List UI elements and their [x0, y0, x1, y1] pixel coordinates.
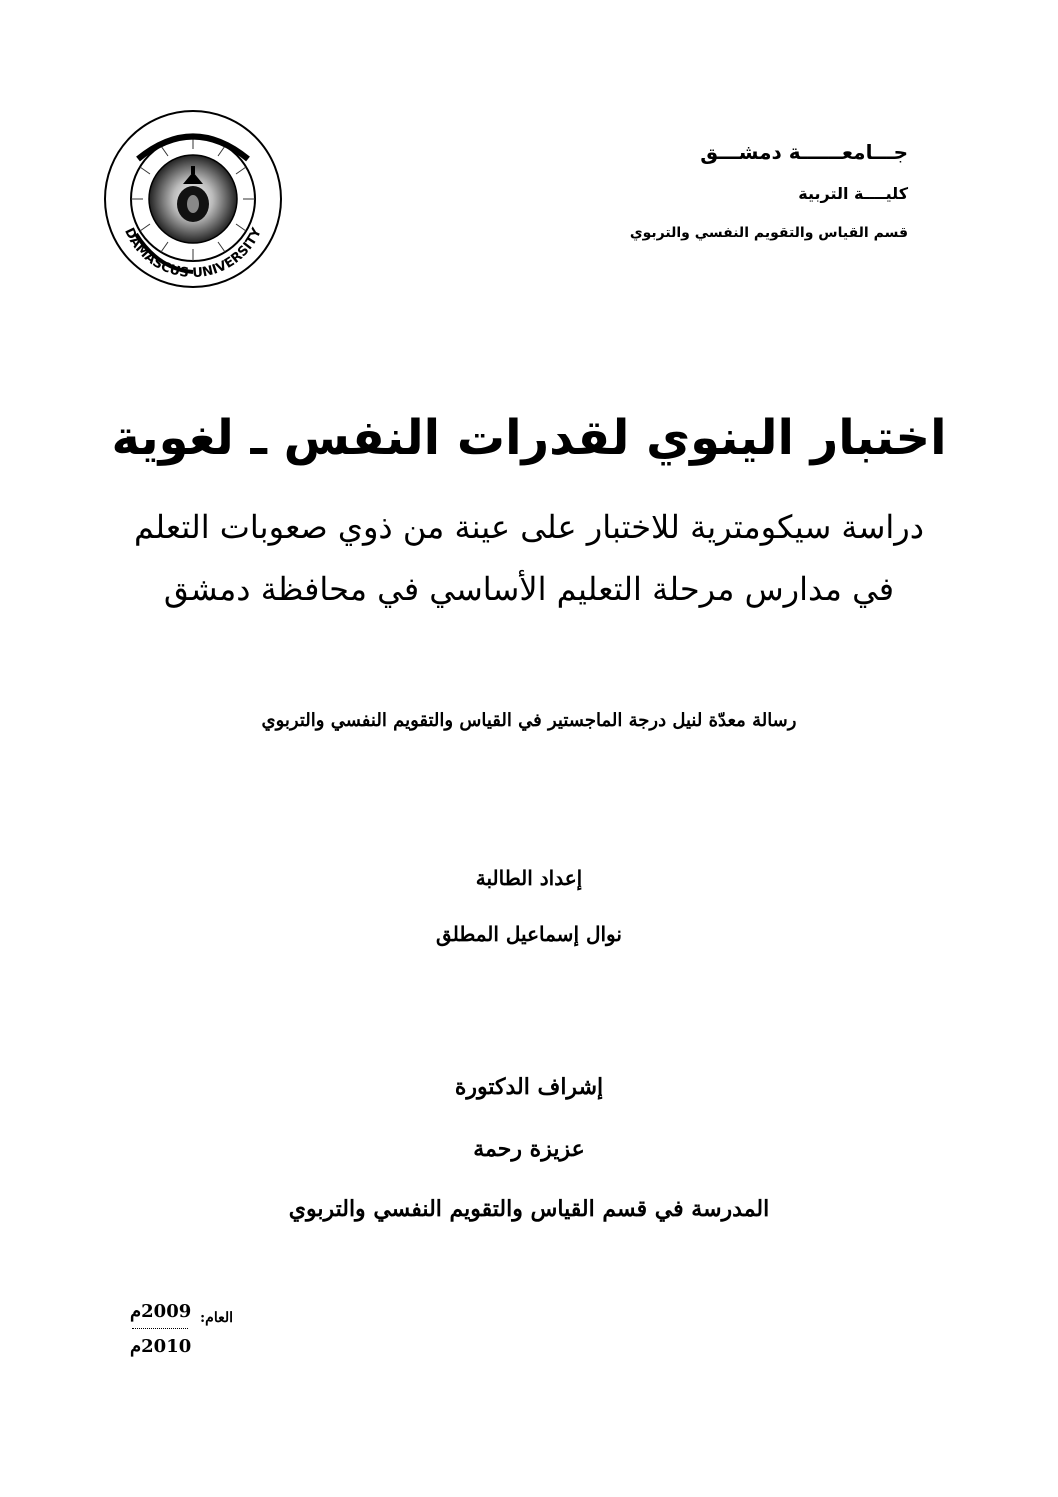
supervisor-role: المدرسة في قسم القياس والتقويم النفسي والتربوي	[288, 1196, 770, 1222]
university-seal-logo	[98, 104, 288, 294]
university-name: جـــامعــــــة دمشـــق	[700, 140, 908, 164]
thesis-title: اختبار الينوي لقدرات النفس ـ لغوية	[111, 410, 947, 466]
student-name: نوال إسماعيل المطلق	[436, 922, 622, 946]
department-name: قسم القياس والتقويم النفسي والتربوي	[629, 225, 908, 241]
year-start: 2009م	[130, 1301, 192, 1322]
thesis-statement: رسالة معدّة لنيل درجة الماجستير في القياس والتقويم النفسي والتربوي	[261, 710, 797, 731]
svg-text:DAMASCUS UNIVERSITY: DAMASCUS UNIVERSITY	[121, 225, 265, 282]
prepared-by-label: إعداد الطالبة	[475, 866, 583, 890]
thesis-subtitle-line2: في مدارس مرحلة التعليم الأساسي في محافظة دمشق	[163, 570, 895, 608]
damascus-university-seal-icon	[98, 104, 288, 294]
supervision-label: إشراف الدكتورة	[454, 1074, 604, 1100]
faculty-name: كليــــة التربية	[798, 184, 908, 203]
supervisor-name: عزيزة رحمة	[473, 1136, 585, 1162]
year-divider	[132, 1328, 188, 1330]
thesis-subtitle-line1: دراسة سيكومترية للاختبار على عينة من ذوي صعوبات التعلم	[134, 508, 924, 546]
year-label: العام:	[200, 1310, 234, 1326]
year-end: 2010م	[130, 1336, 192, 1357]
